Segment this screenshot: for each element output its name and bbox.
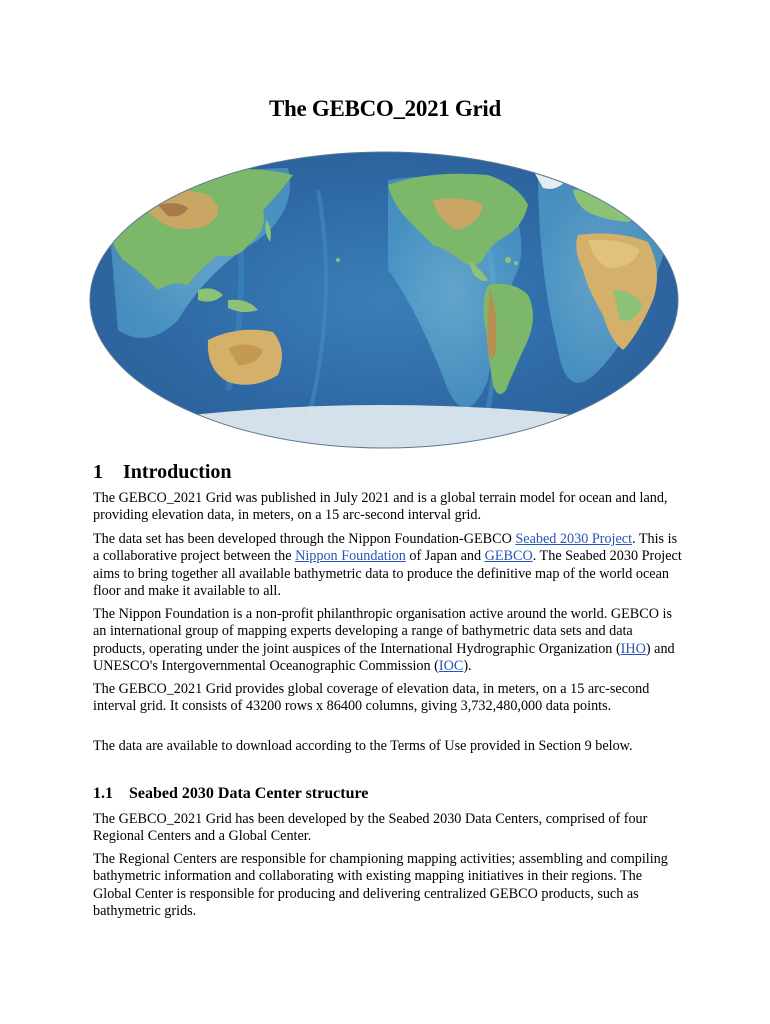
text-span: The Nippon Foundation is a non-profit philanthropic organisation active around the world. GEBCO is an international group of mapping experts developing a range of bathymetric data sets and data products, operating under the joint auspices of the International Hydrographic Organization ( [93,606,672,657]
section-number: 1 [93,461,103,483]
text-span: ). [463,657,472,674]
paragraph-availability: The data are available to download according to the Terms of Use provided in Section 9 below. [93,738,633,754]
nippon-foundation-link[interactable]: Nippon Foundation [295,548,406,565]
page-title: The GEBCO_2021 Grid [269,96,501,121]
section-heading-introduction [93,461,232,484]
text-span: of Japan and [405,548,485,565]
ioc-link[interactable]: IOC [438,657,464,674]
section-title: Introduction [123,461,232,483]
gebco-link[interactable]: GEBCO [484,548,533,565]
section-number: 1.1 [93,785,113,802]
seabed-2030-project-link[interactable]: Seabed 2030 Project [515,531,633,547]
text-span: The data set has been developed through the Nippon Foundation-GEBCO [93,531,516,547]
world-bathymetry-map [88,150,680,450]
section-heading-data-center-structure [93,785,368,803]
paragraph-nippon-foundation [93,606,683,675]
paragraph-coverage: The GEBCO_2021 Grid provides global coverage of elevation data, in meters, on a 15 arc-second interval grid. It consists of 43200 rows x 86400 columns, giving 3,732,480,000 data points. [93,681,650,715]
paragraph-data-centers: The GEBCO_2021 Grid has been developed by the Seabed 2030 Data Centers, comprised of four Regional Centers and a Global Center. [93,811,648,845]
paragraph-seabed-2030 [93,531,683,600]
text-span: . The Seabed 2030 Project aims to bring together all available bathymetric data to produce the definitive map of the world ocean floor and make it available to all. [93,548,682,599]
iho-link[interactable]: IHO [620,640,646,657]
text-span: ) and UNESCO's Intergovernmental Oceanographic Commission ( [93,640,675,674]
text-span: . This is a collaborative project between the [93,531,678,565]
section-title: Seabed 2030 Data Center structure [129,785,369,802]
paragraph-regional-centers: The Regional Centers are responsible for championing mapping activities; assembling and compiling bathymetric information and collaborating with existing mapping initiatives in their regions. The Global Center is responsible for producing and delivering centralized GEBCO products, such as bathymetric grids. [93,851,668,919]
paragraph: The GEBCO_2021 Grid was published in July 2021 and is a global terrain model for ocean and land, providing elevation data, in meters, on a 15 arc-second interval grid. [93,490,668,524]
